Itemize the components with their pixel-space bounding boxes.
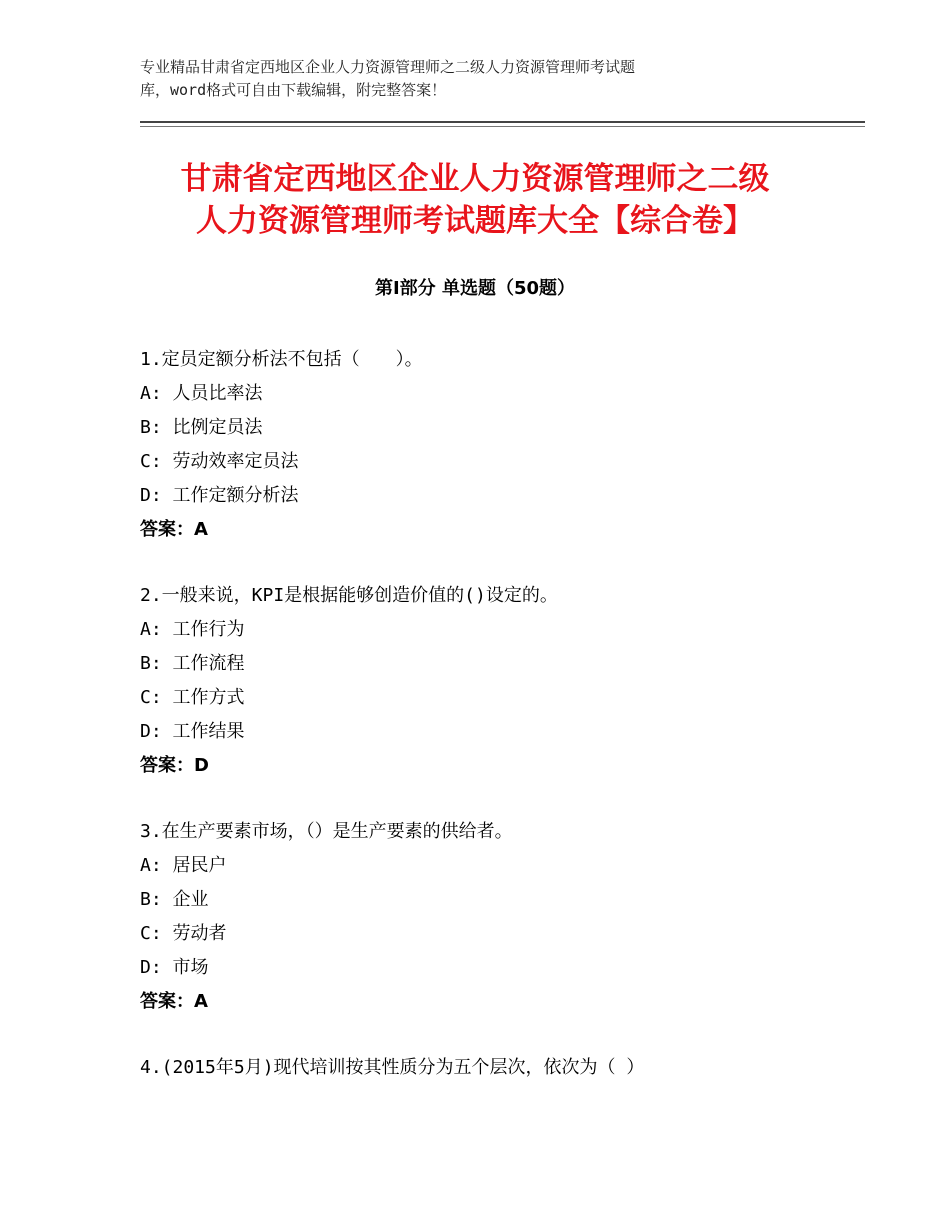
question-2 (140, 579, 860, 783)
option-b: B: 企业 (140, 889, 209, 910)
option-a: A: 居民户 (140, 855, 227, 876)
option-d: D: 工作定额分析法 (140, 485, 299, 506)
question-stem: 3.在生产要素市场，（）是生产要素的供给者。 (140, 821, 513, 842)
section-title: 第Ⅰ部分 单选题（50题） (374, 278, 575, 299)
document-title (100, 158, 850, 242)
header-note-line-2: 库，word格式可自由下载编辑，附完整答案！ (140, 81, 447, 99)
answer-line: 答案：A (140, 519, 208, 540)
header-note-line-1: 专业精品甘肃省定西地区企业人力资源管理师之二级人力资源管理师考试题 (140, 58, 636, 76)
question-stem: 2.一般来说，KPI是根据能够创造价值的()设定的。 (140, 585, 558, 606)
answer-line: 答案：D (140, 755, 209, 776)
answer-line: 答案：A (140, 991, 208, 1012)
document-title-line-1: 甘肃省定西地区企业人力资源管理师之二级 (180, 161, 770, 197)
question-3 (140, 815, 860, 1019)
question-4 (140, 1051, 860, 1085)
option-a: A: 工作行为 (140, 619, 245, 640)
option-b: B: 比例定员法 (140, 417, 263, 438)
question-list (140, 343, 860, 1117)
document-title-line-2: 人力资源管理师考试题库大全【综合卷】 (196, 203, 754, 239)
option-a: A: 人员比率法 (140, 383, 263, 404)
option-d: D: 市场 (140, 957, 209, 978)
option-b: B: 工作流程 (140, 653, 245, 674)
question-1 (140, 343, 860, 547)
question-stem: 4.(2015年5月)现代培训按其性质分为五个层次，依次为（ ） (140, 1057, 645, 1078)
option-c: C: 劳动效率定员法 (140, 451, 299, 472)
header-divider (140, 121, 865, 123)
option-d: D: 工作结果 (140, 721, 245, 742)
question-stem: 1.定员定额分析法不包括（ ）。 (140, 349, 423, 370)
header-divider-thin (140, 126, 865, 127)
option-c: C: 工作方式 (140, 687, 245, 708)
header-note (140, 56, 780, 102)
option-c: C: 劳动者 (140, 923, 227, 944)
